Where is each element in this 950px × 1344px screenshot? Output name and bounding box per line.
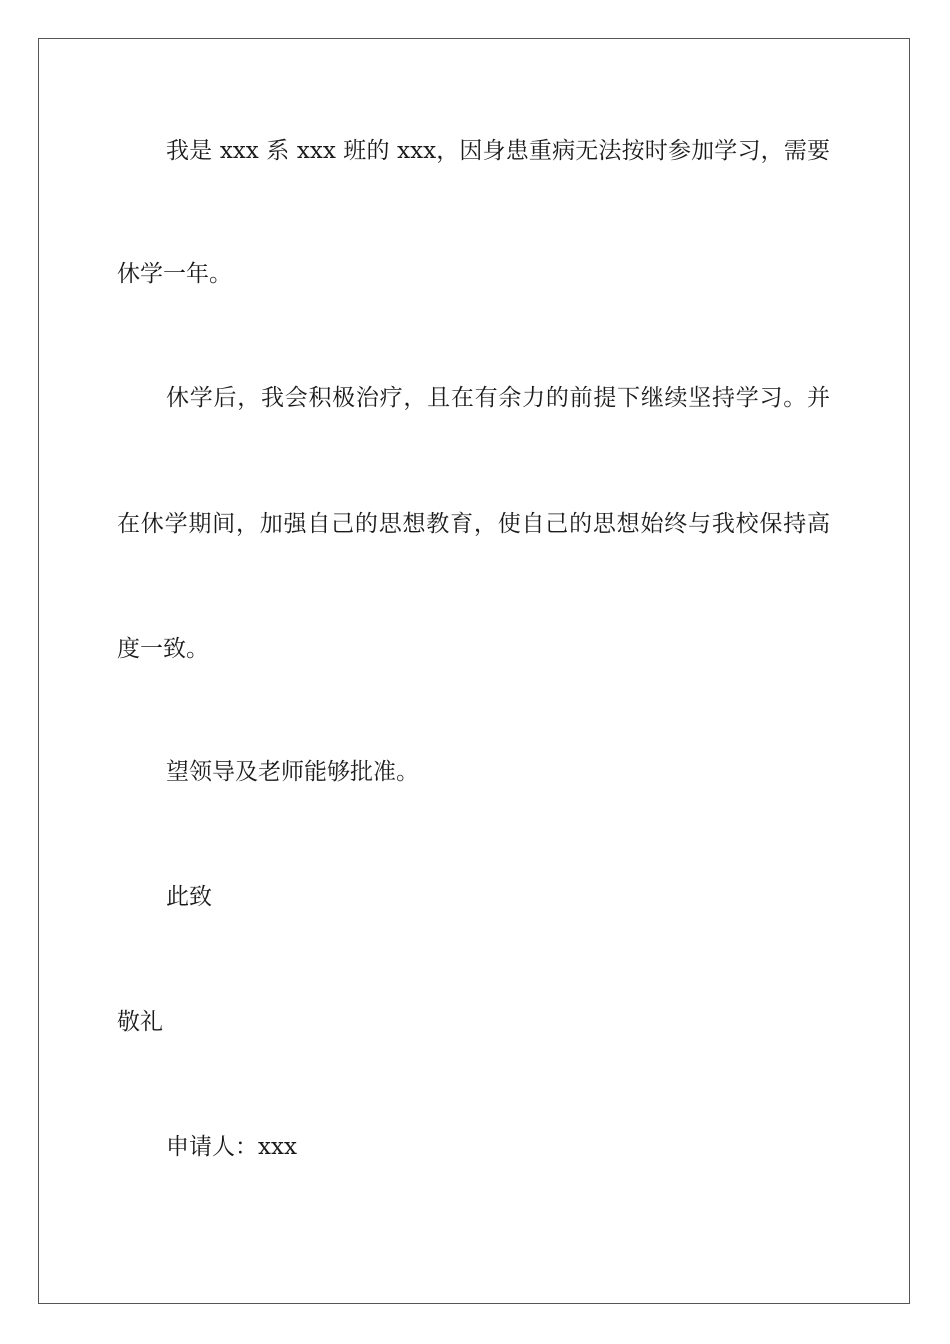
applicant-signature: 申请人：xxx [166,1134,297,1160]
closing-regards: 敬礼 [117,1009,163,1035]
paragraph-1-line-1: 我是 xxx 系 xxx 班的 xxx，因身患重病无法按时参加学习，需要 [166,138,830,164]
paragraph-2-line-3: 度一致。 [117,636,209,662]
paragraph-2-line-2: 在休学期间，加强自己的思想教育，使自己的思想始终与我校保持高 [117,511,830,537]
paragraph-2-line-1: 休学后，我会积极治疗，且在有余力的前提下继续坚持学习。并 [166,385,830,411]
paragraph-3: 望领导及老师能够批准。 [166,759,419,785]
document-page [38,38,910,1304]
closing-salutation: 此致 [166,884,212,910]
paragraph-1-line-2: 休学一年。 [117,261,232,287]
